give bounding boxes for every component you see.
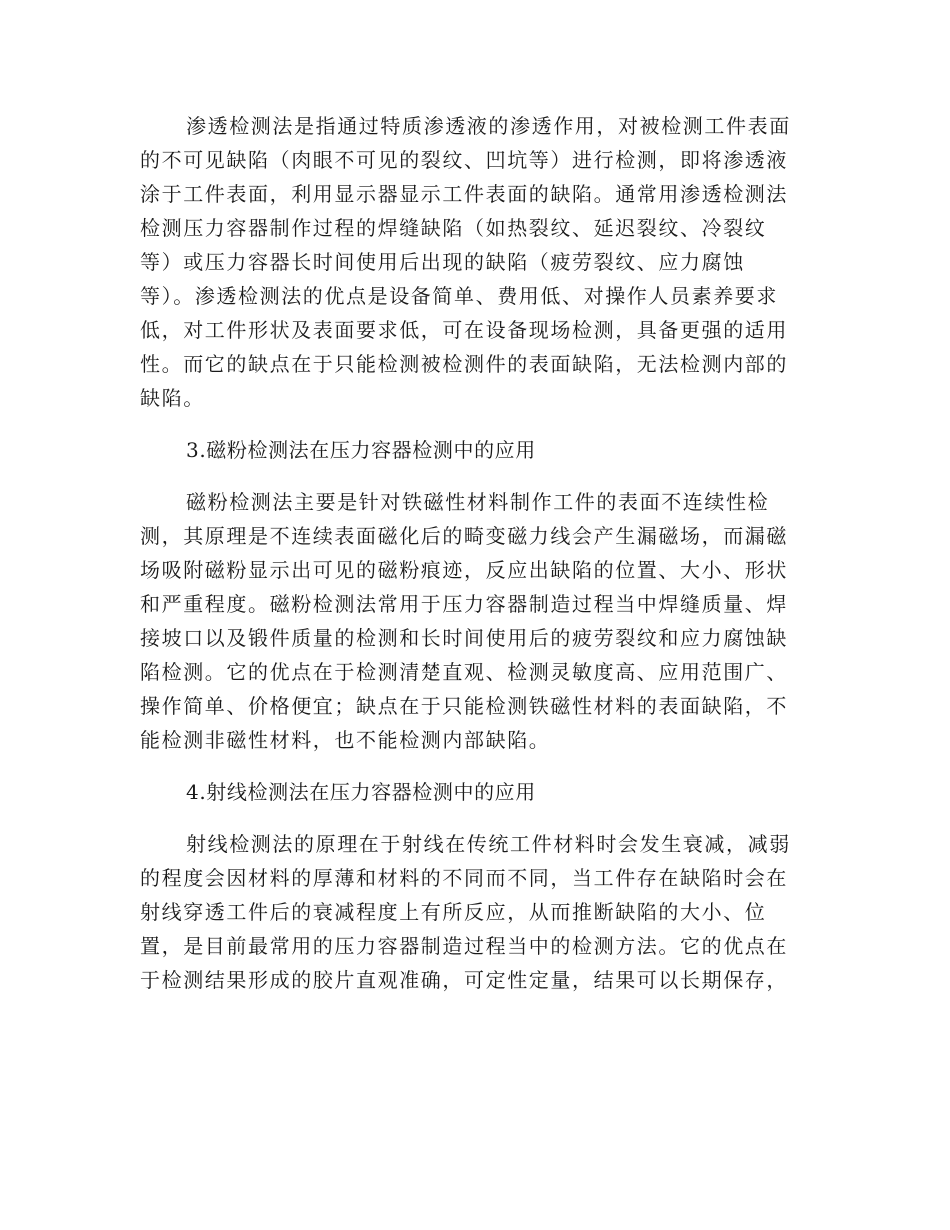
paragraph-line: 缺陷。 <box>140 386 205 410</box>
paragraph-line: 磁粉检测法主要是针对铁磁性材料制作工件的表面不连续性检 <box>186 490 770 514</box>
paragraph-line: 操作简单、价格便宜；缺点在于只能检测铁磁性材料的表面缺陷，不 <box>140 694 788 718</box>
paragraph-line: 涂于工件表面，利用显示器显示工件表面的缺陷。通常用渗透检测法 <box>140 182 788 206</box>
paragraph-line: 于检测结果形成的胶片直观准确，可定性定量，结果可以长期保存， <box>140 968 788 992</box>
paragraph-line: 能检测非磁性材料，也不能检测内部缺陷。 <box>140 728 551 752</box>
paragraph-line: 性。而它的缺点在于只能检测被检测件的表面缺陷，无法检测内部的 <box>140 352 788 376</box>
paragraph-line: 低，对工件形状及表面要求低，可在设备现场检测，具备更强的适用 <box>140 318 788 342</box>
paragraph-line: 和严重程度。磁粉检测法常用于压力容器制造过程当中焊缝质量、焊 <box>140 592 788 616</box>
paragraph-line: 射线穿透工件后的衰减程度上有所反应，从而推断缺陷的大小、位 <box>140 900 767 924</box>
paragraph-line: 陷检测。它的优点在于检测清楚直观、检测灵敏度高、应用范围广、 <box>140 660 788 684</box>
section-heading: 3.磁粉检测法在压力容器检测中的应用 <box>186 438 536 462</box>
paragraph-line: 射线检测法的原理在于射线在传统工件材料时会发生衰减，减弱 <box>186 832 791 856</box>
section-heading: 4.射线检测法在压力容器检测中的应用 <box>186 780 536 804</box>
paragraph-line: 的程度会因材料的厚薄和材料的不同而不同，当工件存在缺陷时会在 <box>140 866 788 890</box>
paragraph-line: 场吸附磁粉显示出可见的磁粉痕迹，反应出缺陷的位置、大小、形状 <box>140 558 788 582</box>
paragraph-line: 等）或压力容器长时间使用后出现的缺陷（疲劳裂纹、应力腐蚀 <box>140 250 745 274</box>
paragraph-line: 检测压力容器制作过程的焊缝缺陷（如热裂纹、延迟裂纹、冷裂纹 <box>140 216 767 240</box>
paragraph-line: 置，是目前最常用的压力容器制造过程当中的检测方法。它的优点在 <box>140 934 788 958</box>
paragraph-line: 渗透检测法是指通过特质渗透液的渗透作用，对被检测工件表面 <box>186 114 791 138</box>
paragraph-line: 等）。渗透检测法的优点是设备简单、费用低、对操作人员素养要求 <box>140 284 778 308</box>
paragraph-line: 接坡口以及锻件质量的检测和长时间使用后的疲劳裂纹和应力腐蚀缺 <box>140 626 788 650</box>
paragraph-line: 的不可见缺陷（肉眼不可见的裂纹、凹坑等）进行检测，即将渗透液 <box>140 148 788 172</box>
paragraph-line: 测，其原理是不连续表面磁化后的畸变磁力线会产生漏磁场，而漏磁 <box>140 524 788 548</box>
